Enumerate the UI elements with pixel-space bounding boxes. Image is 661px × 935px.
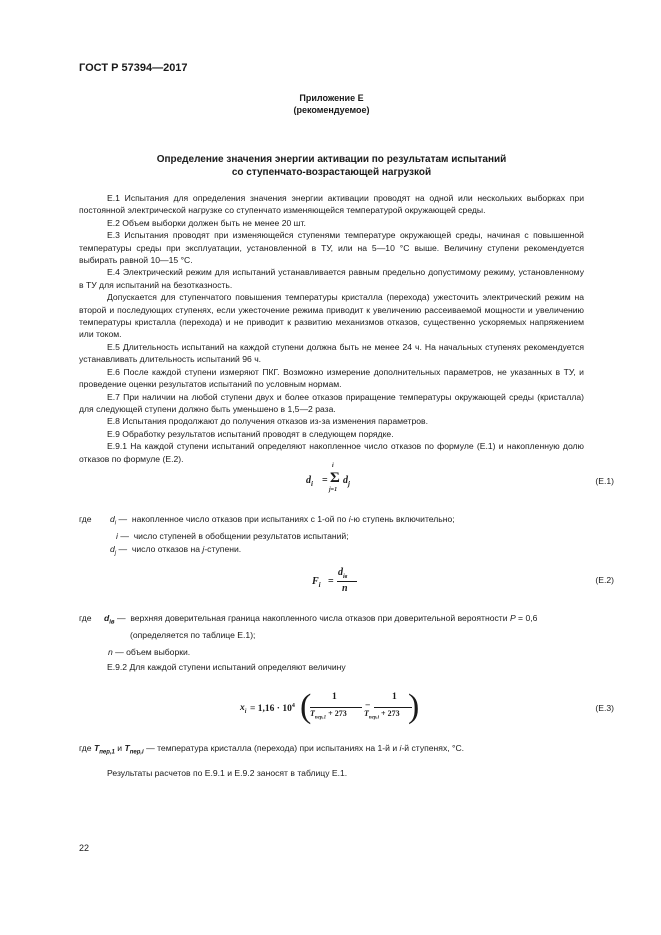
where2-item-div: $d_{iв}$ — верхняя доверительная граница накопленного числа отказов при доверительной вероятности P = 0,6 xyxy=(104,613,538,626)
eq2-numerator: $d_{iв}$ xyxy=(338,567,348,580)
eq2-fraction-bar xyxy=(337,581,357,582)
where3-line: где $T_{пер,1}$ и $T_{пер,i}$ — температура кристалла (перехода) при испытаниях на 1-й и i-й ступенях, °С. xyxy=(79,743,465,756)
appendix-subtitle: (рекомендуемое) xyxy=(293,105,370,115)
where1-item-i: i — число ступеней в обобщении результатов испытаний; xyxy=(116,531,349,542)
where2-list xyxy=(104,612,586,658)
para-e3: Е.3 Испытания проводят при изменяющейся ступенями температуре окружающей среды, начиная с повышенной температуры среды при эксплуатации, установленной в ТУ, или на 5—10 °С выше. Величину ступени рекомендуется выбирать равной 10—15 °С. xyxy=(79,230,584,266)
eq1-number: (Е.1) xyxy=(595,476,614,486)
eq3-denominator-1: $T_{пер,1} + 273$ xyxy=(310,709,347,721)
equation-e3 xyxy=(240,689,420,729)
appendix-title: Приложение Е xyxy=(299,93,364,103)
sigma-icon: Σ xyxy=(330,470,340,486)
eq3-lhs: $x_i$ xyxy=(240,703,247,715)
eq1-term: $d_j$ xyxy=(343,475,350,488)
right-paren-icon: ) xyxy=(408,688,420,725)
eq1-sum-bottom: j=1 xyxy=(329,487,338,493)
para-results: Результаты расчетов по Е.9.1 и Е.9.2 заносят в таблицу Е.1. xyxy=(107,768,348,778)
where2-item-cont: (определяется по таблице Е.1); xyxy=(130,630,256,641)
document-header: ГОСТ Р 57394—2017 xyxy=(79,62,188,74)
page-number: 22 xyxy=(79,843,90,853)
eq1-sum-top: i xyxy=(332,463,334,469)
para-e91: Е.9.1 На каждой ступени испытаний определяют накопленное число отказов по формуле (Е.1) и накопленную долю отказов по формуле (Е.2). xyxy=(79,441,584,464)
eq2-number: (Е.2) xyxy=(595,575,614,585)
where2-item-n: n — объем выборки. xyxy=(108,646,191,657)
para-e4b: Допускается для ступенчатого повышения температуры кристалла (перехода) ужесточить электрический режим на второй и последующих ступенях, если ужесточение режима приводит к увеличению рассеиваемой мощности и увеличению температуры кристалла (перехода) и не приводит к развитию механизмов отказов, существенно ускоряемых напряжением или током. xyxy=(79,292,584,340)
equation-e1 xyxy=(306,463,366,496)
heading-line-1: Определение значения энергии активации по результатам испытаний xyxy=(156,154,507,165)
eq2-denominator: n xyxy=(342,583,348,594)
where1-list xyxy=(110,513,590,560)
section-heading xyxy=(79,153,584,179)
para-e5: Е.5 Длительность испытаний на каждой ступени должна быть не менее 24 ч. На начальных ступенях рекомендуется устанавливать длительность испытаний 96 ч. xyxy=(79,341,584,365)
eq3-numerator-2: 1 xyxy=(392,692,397,702)
para-e8: Е.8 Испытания продолжают до получения отказов из-за изменения параметров. xyxy=(107,416,428,427)
eq1-equals-sign: = xyxy=(322,475,328,486)
eq3-coefficient: = $1,16 \cdot 10^4$ xyxy=(250,703,295,715)
eq1-lhs: $d_i$ xyxy=(306,475,313,488)
para-e1: Е.1 Испытания для определения значения энергии активации проводят на одной или нескольких выборках при постоянной электрической нагрузке со ступенчато изменяющейся температурой окружающей среды. xyxy=(79,193,584,216)
eq3-denominator-2: $T_{пер,i} + 273$ xyxy=(364,709,400,721)
eq2-lhs: $F_i$ xyxy=(312,576,321,589)
equation-e2 xyxy=(312,567,362,597)
para-e6: Е.6 После каждой ступени измеряют ПКГ. Возможно измерение дополнительных параметров, не указанных в ТУ, и проведение оценки результатов испытаний по условным нормам. xyxy=(79,366,584,390)
eq3-numerator-1: 1 xyxy=(332,692,337,702)
where1-item-di: $d_i$ — накопленное число отказов при испытаниях с 1-ой по i-ю ступень включительно; xyxy=(110,514,455,527)
para-e4: Е.4 Электрический режим для испытаний устанавливается равным предельно допустимому режиму, установленному в ТУ для испытаний на безотказность. xyxy=(79,267,584,290)
where1-label: где xyxy=(79,514,92,524)
para-e2: Е.2 Объем выборки должен быть не менее 20 шт. xyxy=(107,217,306,228)
para-e92: Е.9.2 Для каждой ступени испытаний определяют величину xyxy=(107,662,346,672)
eq3-number: (Е.3) xyxy=(595,703,614,713)
where2-label: где xyxy=(79,613,92,623)
para-e9: Е.9 Обработку результатов испытаний проводят в следующем порядке. xyxy=(107,428,394,439)
left-paren-icon: ( xyxy=(300,688,312,725)
heading-line-2: со ступенчато-возрастающей нагрузкой xyxy=(231,167,432,178)
para-e7: Е.7 При наличии на любой ступени двух и более отказов приращение температуры окружающей среды (кристалла) для следующей ступени должно быть уменьшено в 1,5—2 раза. xyxy=(79,391,584,414)
body-text xyxy=(79,192,584,465)
eq3-fraction-bar-2 xyxy=(374,707,412,708)
eq2-equals-sign: = xyxy=(328,576,334,587)
eq3-minus-sign: − xyxy=(365,701,371,711)
where1-item-dj: $d_j$ — число отказов на j-ступени. xyxy=(110,543,242,557)
eq3-fraction-bar-1 xyxy=(310,707,362,708)
